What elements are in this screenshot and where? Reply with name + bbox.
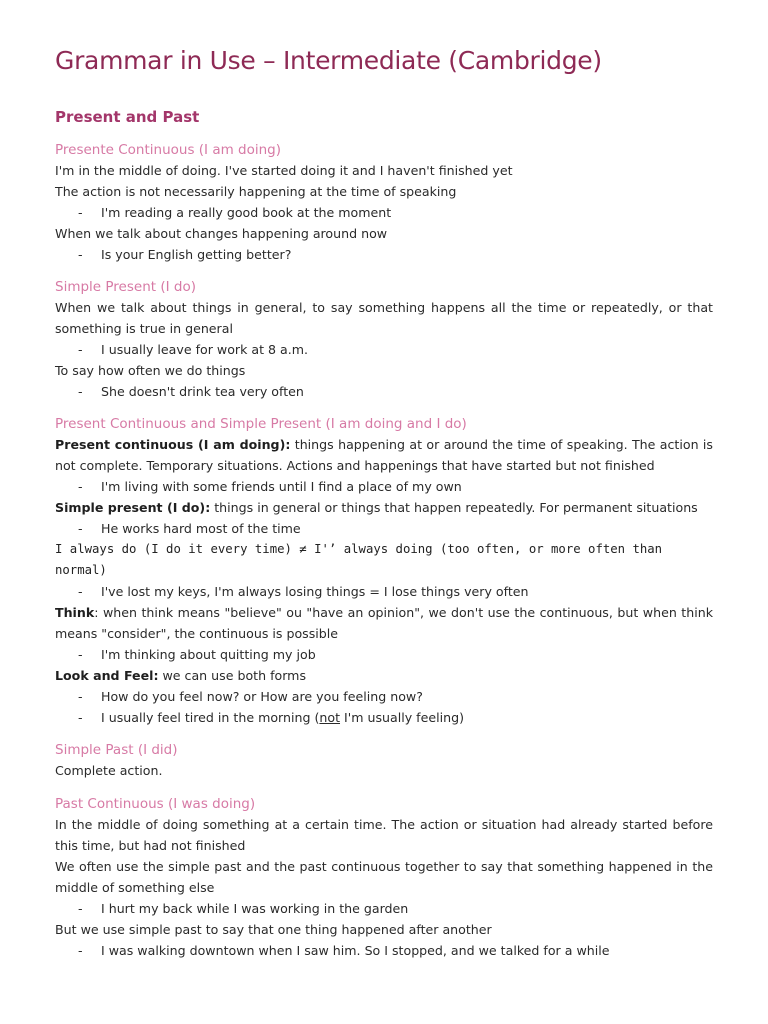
section-present-continuous-and-simple-present — [55, 414, 713, 728]
paragraph: But we use simple past to say that one thing happened after another — [55, 922, 492, 937]
bullet-text: I hurt my back while I was working in the garden — [101, 901, 409, 916]
section-heading: Presente Continuous (I am doing) — [55, 142, 282, 158]
term-label: Think — [55, 605, 95, 620]
bullet-text: I've lost my keys, I'm always losing things = I lose things very often — [101, 584, 529, 599]
paragraph: We often use the simple past and the past continuous together to say that something happened in the middle of something else — [55, 859, 713, 895]
paragraph: When we talk about things in general, to say something happens all the time or repeatedly, or that something is true in general — [55, 300, 713, 336]
section-heading: Simple Past (I did) — [55, 742, 178, 758]
bullet-dash: - — [78, 943, 83, 958]
bullet-item — [55, 381, 713, 402]
bullet-item — [55, 686, 713, 707]
bullet-item — [55, 644, 713, 665]
section-past-continuous — [55, 794, 713, 961]
section-present-continuous — [55, 140, 713, 265]
bullet-text: She doesn't drink tea very often — [101, 384, 304, 399]
bullet-text: I usually leave for work at 8 a.m. — [101, 342, 309, 357]
bullet-text: He works hard most of the time — [101, 521, 301, 536]
section-simple-present — [55, 277, 713, 402]
paragraph: The action is not necessarily happening at the time of speaking — [55, 184, 457, 199]
paragraph: Look and Feel: we can use both forms — [55, 668, 307, 683]
bullet-text: I was walking downtown when I saw him. So I stopped, and we talked for a while — [101, 943, 610, 958]
bullet-item — [55, 518, 713, 539]
paragraph: I'm in the middle of doing. I've started doing it and I haven't finished yet — [55, 163, 513, 178]
bullet-dash: - — [78, 247, 83, 262]
bullet-item — [55, 202, 713, 223]
section-heading: Past Continuous (I was doing) — [55, 796, 256, 812]
bullet-dash: - — [78, 342, 83, 357]
paragraph: When we talk about changes happening around now — [55, 226, 388, 241]
paragraph: Complete action. — [55, 763, 163, 778]
bullet-item — [55, 898, 713, 919]
paragraph: Simple present (I do): things in general or things that happen repeatedly. For permanent situations — [55, 500, 698, 515]
paragraph: Present continuous (I am doing): things happening at or around the time of speaking. The action is not complete. Temporary situations. Actions and happenings that have started but not finished — [55, 437, 713, 473]
bullet-dash: - — [78, 689, 83, 704]
bullet-text: I'm living with some friends until I find a place of my own — [101, 479, 462, 494]
section-heading: Simple Present (I do) — [55, 279, 196, 295]
bullet-text: I usually feel tired in the morning (not I'm usually feeling) — [101, 710, 464, 725]
bullet-item — [55, 940, 713, 961]
section-heading: Present Continuous and Simple Present (I am doing and I do) — [55, 416, 467, 432]
term-label: Present continuous (I am doing): — [55, 437, 291, 452]
bullet-text: How do you feel now? or How are you feeling now? — [101, 689, 423, 704]
bullet-dash: - — [78, 479, 83, 494]
bullet-dash: - — [78, 384, 83, 399]
bullet-item — [55, 339, 713, 360]
bullet-dash: - — [78, 710, 83, 725]
bullet-item — [55, 244, 713, 265]
underlined-word: not — [319, 710, 341, 725]
bullet-dash: - — [78, 205, 83, 220]
bullet-dash: - — [78, 521, 83, 536]
heading-present-and-past: Present and Past — [55, 108, 200, 126]
bullet-item — [55, 707, 713, 728]
bullet-item — [55, 581, 713, 602]
section-simple-past — [55, 740, 713, 781]
bullet-dash: - — [78, 584, 83, 599]
bullet-text: I'm reading a really good book at the moment — [101, 205, 392, 220]
term-label: Look and Feel: — [55, 668, 159, 683]
paragraph: In the middle of doing something at a certain time. The action or situation had already started before this time, but had not finished — [55, 817, 713, 853]
document-title: Grammar in Use – Intermediate (Cambridge) — [55, 46, 602, 75]
bullet-item — [55, 476, 713, 497]
term-label: Simple present (I do): — [55, 500, 211, 515]
paragraph: Think: when think means "believe" ou "have an opinion", we don't use the continuous, but when think means "consider", the continuous is possible — [55, 605, 713, 641]
monospace-note: I always do (I do it every time) ≠ I'’ always doing (too often, or more often than normal) — [55, 542, 663, 577]
bullet-dash: - — [78, 901, 83, 916]
bullet-dash: - — [78, 647, 83, 662]
bullet-text: Is your English getting better? — [101, 247, 292, 262]
bullet-text: I'm thinking about quitting my job — [101, 647, 316, 662]
paragraph: To say how often we do things — [55, 363, 246, 378]
